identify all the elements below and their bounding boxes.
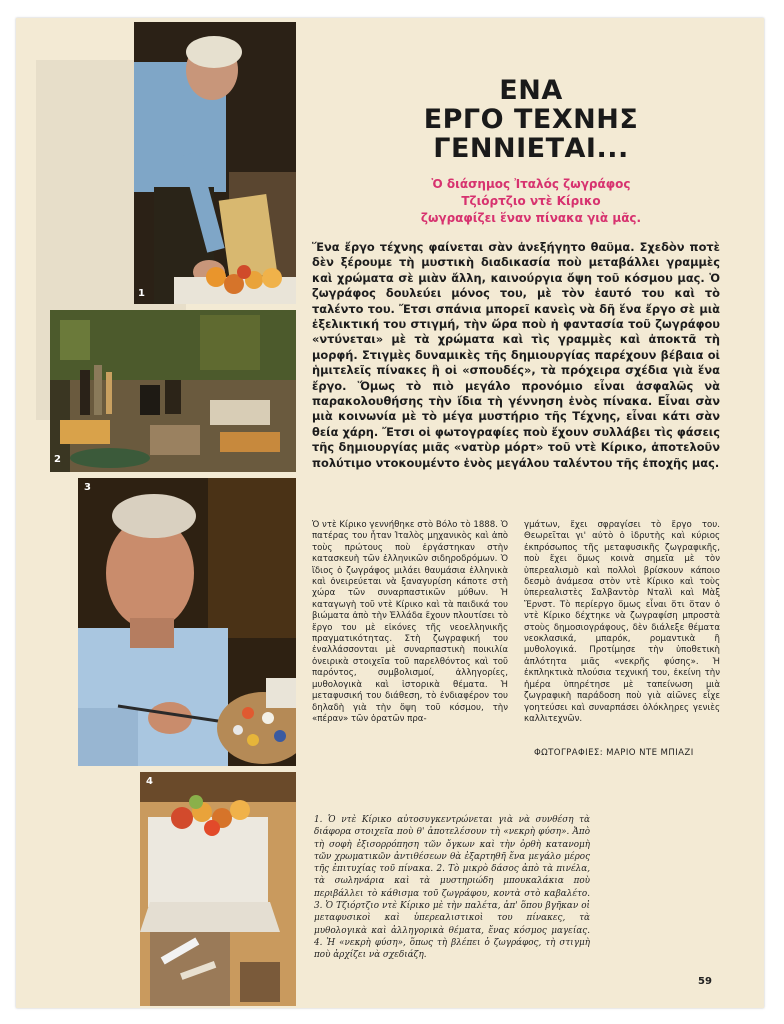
photo-3-number: 3 — [84, 482, 91, 493]
subtitle-line-3: ζωγραφίζει ἕναν πίνακα γιὰ μᾶς. — [420, 211, 642, 225]
title-line-3: ΓΕΝΝΙΕΤΑΙ... — [433, 133, 629, 164]
photo-credit: ΦΩΤΟΓΡΑΦΙΕΣ: ΜΑΡΙΟ ΝΤΕ ΜΠΙΑΖΙ — [534, 748, 694, 758]
title-line-2: ΕΡΓΟ ΤΕΧΝΗΣ — [423, 104, 639, 135]
article-subtitle — [396, 176, 666, 227]
photo-3-painter-with-palette — [78, 478, 296, 766]
photo-1-number: 1 — [138, 288, 145, 299]
page-number: 59 — [698, 976, 712, 987]
title-line-1: ΕΝΑ — [499, 75, 563, 106]
photo-4-still-life-fruit-bowl — [140, 772, 296, 1006]
body-column-left: Ὁ ντὲ Κίρικο γεννήθηκε στὸ Βόλο τὸ 1888. Ὁ πατέρας του ἦταν Ἰταλὸς μηχανικὸς καὶ ἀπὸ τοὺς πρώτους ποὺ ἐργάστηκαν στὴν κατασκευὴ τῶν ἑλληνικῶν σιδηροδρόμων. Ὁ ἴδιος ὁ ζωγράφος μιλάει θαυμάσια ἑλληνικὰ καὶ ὀνειρεύεται νὰ ξαναγυρίση κάποτε στὴ χώρα τῶν συναρπαστικῶν μύθων. Ἡ καταγωγὴ τοῦ ντὲ Κίρικο καὶ τὰ παιδικά του βιώματα ἀπὸ τὴν Ἑλλάδα ἔχουν πλουτίσει τὸ ἔργο του μὲ εἰκόνες τῆς νεοελληνικῆς πραγματικότητας. Στὴ ζωγραφική του ἐναλλάσσονται μὲ συναρπαστικὴ ποικιλία ὀνειρικὰ στοιχεῖα τοῦ παρελθόντος καὶ τοῦ παρόντος, συμβολισμοί, ἀλληγορίες, μυθολογικὰ καὶ ἱστορικὰ θέματα. Ἡ μεταφυσική του διάθεση, τὸ ἐνδιαφέρον του δηλαδὴ γιὰ τὴν ὄψη τοῦ κόσμου, τὴν «πέραν» τῶν ὁρατῶν πρα- — [312, 520, 508, 724]
subtitle-line-1: Ὁ διάσημος Ἰταλός ζωγράφος — [431, 177, 631, 191]
photo-captions: 1. Ὁ ντὲ Κίρικο αὐτοσυγκεντρώνεται γιὰ νὰ συνθέση τὰ διάφορα στοιχεῖα ποὺ θ' ἀποτελέσουν τὴ «νεκρὴ φύση». Ἀπὸ τὴ σοφὴ ἐξισορρόπηση τῶν ὄγκων καὶ τὴν ὀρθὴ κατανομὴ τῶν χρωματικῶν ἀντιθέσεων θὰ ἐξαρτηθῆ ἕνα μεγάλο μέρος τῆς ἐπιτυχίας τοῦ πίνακα. 2. Τὸ μικρὸ δάσος ἀπὸ τὰ πινέλα, τὰ σωληνάρια καὶ τὰ μυστηριώδη μπουκαλάκια ποὺ περιβάλλει τὸ κάθισμα τοῦ ζωγράφου, κοντὰ στὸ καβαλέτο. 3. Ὁ Τζιόρτζιο ντὲ Κίρικο μὲ τὴν παλέτα, ἀπ' ὅπου βγῆκαν οἱ μεταφυσικοὶ καὶ ὑπερεαλιστικοὶ του πίνακες, τὰ μυθολογικὰ καὶ ἀλληγορικὰ θέματα, ἕνας κόσμος μαγείας. 4. Ἡ «νεκρὴ φύση», ὅπως τὴ βλέπει ὁ ζωγράφος, τὴ στιγμὴ ποὺ ἀρχίζει νὰ σχεδιάζη. — [314, 815, 590, 961]
body-column-right: γμάτων, ἔχει σφραγίσει τὸ ἔργο του. Θεωρεῖται γι' αὐτὸ ὁ ἱδρυτὴς καὶ κύριος ἐκπρόσωπος τῆς μεταφυσικῆς ζωγραφικῆς, ποὺ ἔχει ὅμως κοινὰ σημεῖα μὲ τὸν ὑπερεαλισμὸ καὶ πολλοὶ βρίσκουν κάποιο δεσμὸ ἀνάμεσα στὸν ντὲ Κίρικο καὶ τοὺς ὑπερεαλιστὲς Σαλβαντὸρ Νταλὶ καὶ Μὰξ Ἔρνστ. Τὸ περίεργο ὅμως εἶναι ὅτι ὅταν ὁ ντὲ Κίρικο δέχτηκε νὰ ζωγραφίση μπροστὰ στοὺς δημοσιογράφους, δὲν διάλεξε θέματα νεοκλασικά, μπαρόκ, ρομαντικὰ ἢ μυθολογικά. Προτίμησε τὴν ὑποθετικὴ ἀπλότητα μιᾶς «νεκρῆς φύσης». Ἡ ἐκπληκτικὰ πλούσια τεχνική του, ἐκείνη τὴν ἡμέρα ὑπηρέτησε μὲ ταπείνωση μιὰ ζωγραφικὴ παράδοση ποὺ γιὰ αἰῶνες εἶχε γοητεύσει καὶ συναρπάσει ὁλόκληρες γενιὲς καλλιτεχνῶν. — [524, 520, 720, 724]
photo-1-painter-arranging-fruit — [134, 22, 296, 304]
photo-4-number: 4 — [146, 776, 153, 787]
photo-2-studio-table-brushes — [50, 310, 296, 472]
lead-paragraph: Ἕνα ἔργο τέχνης φαίνεται σὰν ἀνεξήγητο θαῦμα. Σχεδὸν ποτὲ δὲν ξέρουμε τὴ μυστικὴ διαδικασία ποὺ μεταβάλλει γραμμὲς καὶ χρώματα σὲ μιὰν ἄλλη, καινούργια ὄψη τοῦ κόσμου μας. Ὁ ζωγράφος δουλεύει μόνος του, μὲ τὸν ἑαυτό του καὶ τὸ ταλέντο του. Ἔτσι σπάνια μπορεῖ κανεὶς νὰ δῆ ἕνα ἔργο σὲ μιὰ ἐξελικτική του στιγμή, τὴν ὥρα ποὺ ἡ φαντασία τοῦ ζωγράφου «ντύνεται» μὲ τὰ χρώματα καὶ τὶς γραμμὲς καὶ ἀποκτᾶ τὴ μορφή. Στιγμὲς δυναμικὲς τῆς δημιουργίας παρέχουν βέβαια οἱ ἡμιτελεῖς πίνακες ἢ οἱ «σπουδές», τὰ πρόχειρα σχέδια γιὰ ἕνα ἔργο. Ὅμως τὸ πιὸ μεγάλο προνόμιο εἶναι ἀσφαλῶς νὰ παρακολουθήσης τὴν ἴδια τὴ γέννηση ἑνὸς πίνακα. Εἶναι σὰν μιὰ κοινωνία μὲ τὸ μέγα μυστήριο τῆς Τέχνης, εἶναι κάτι σὰν θεία χάρη. Ἔτσι οἱ φωτογραφίες ποὺ ἔχουν συλλάβει τὶς φάσεις τῆς δημιουργίας μιᾶς «νατὺρ μόρτ» τοῦ ντὲ Κίρικο, ἀποτελοῦν πολύτιμο ντοκουμέντο ἑνὸς μεγάλου ταλέντου τῆς ἐποχῆς μας. — [312, 240, 720, 470]
photo-2-number: 2 — [54, 454, 61, 465]
article-title — [400, 76, 662, 163]
subtitle-line-2: Τζιόρτζιο ντὲ Κίρικο — [461, 194, 601, 208]
